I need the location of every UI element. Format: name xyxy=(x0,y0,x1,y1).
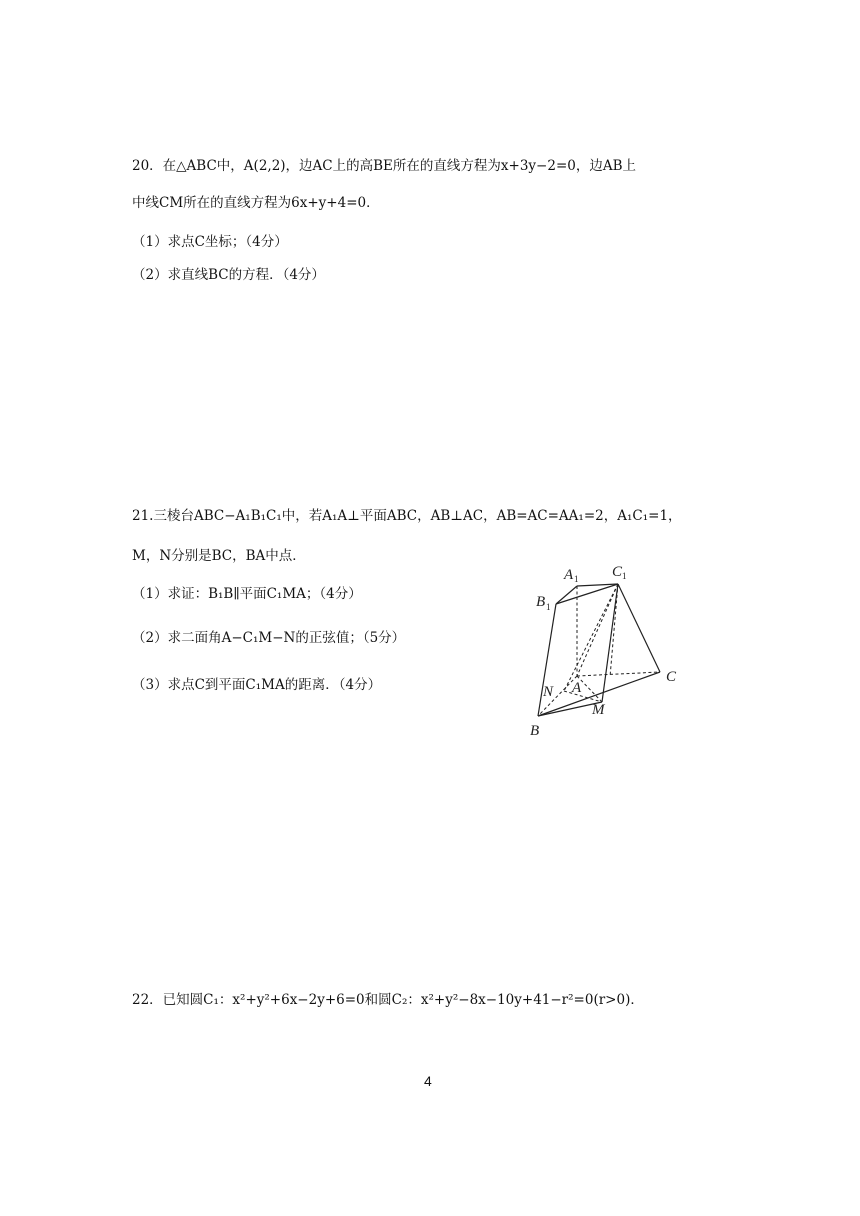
frustum-figure xyxy=(520,560,690,742)
q21-part3: （3）求点C到平面C₁MA的距离．（4分） xyxy=(132,677,382,693)
q21-line2: M，N分别是BC，BA中点． xyxy=(132,548,306,564)
label-A1: A xyxy=(564,567,574,583)
label-N: N xyxy=(543,684,554,700)
q20-part1: （1）求点C坐标；（4分） xyxy=(132,234,288,250)
q21-line1: 21.三棱台ABC−A₁B₁C₁中，若A₁A⊥平面ABC，AB⊥AC，AB=AC=AA₁=2，A₁C₁=1， xyxy=(132,508,682,524)
label-C1-sub: 1 xyxy=(622,571,627,581)
page-number: 4 xyxy=(424,1073,432,1089)
q22-line1: 22．已知圆C₁：x²+y²+6x−2y+6=0和圆C₂：x²+y²−8x−10y+41−r²=0(r>0)． xyxy=(132,992,644,1008)
q20-part2: （2）求直线BC的方程．（4分） xyxy=(132,267,325,283)
q20-line1: 20．在△ABC中，A(2,2)，边AC上的高BE所在的直线方程为x+3y−2=0，边AB上 xyxy=(132,158,637,174)
label-C1: C xyxy=(612,564,623,580)
label-B1: B xyxy=(536,594,546,610)
label-A: A xyxy=(572,680,582,696)
q21-part1: （1）求证：B₁B∥平面C₁MA；（4分） xyxy=(132,586,362,602)
label-A1-sub: 1 xyxy=(574,574,579,584)
label-B: B xyxy=(530,723,540,739)
label-B1-sub: 1 xyxy=(546,602,551,612)
label-C: C xyxy=(666,669,677,685)
label-M: M xyxy=(592,702,605,718)
q21-part2: （2）求二面角A−C₁M−N的正弦值；（5分） xyxy=(132,630,406,646)
q20-line2: 中线CM所在的直线方程为6x+y+4=0． xyxy=(132,195,380,211)
